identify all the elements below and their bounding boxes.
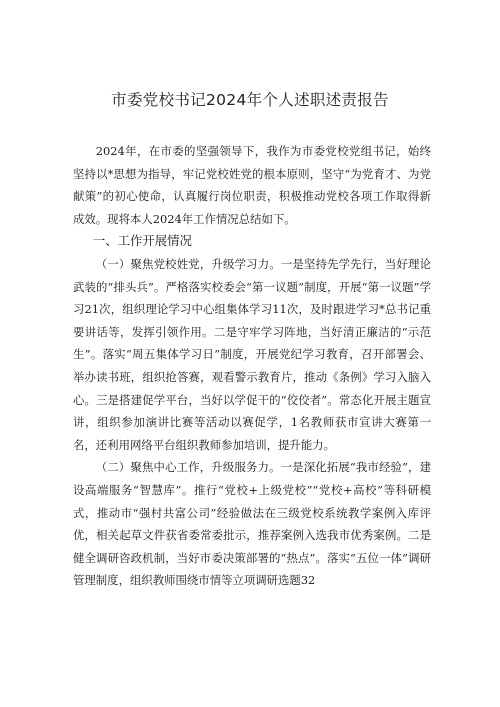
paragraph-study: （一）聚焦党校姓党，升级学习力。一是坚持先学先行，当好理论武装的“排头兵”。严格落实校委会“第一议题”制度，开展“第一议题”学习21次，组织理论学习中心组集体学习11次，及时跟进学习*总书记重要讲话等，发挥引领作用。二是守牢学习阵地，当好清正廉洁的“示范生”。落实“周五集体学习日”制度，开展党纪学习教育，召开部署会、举办读书班，组织抢答赛，观看警示教育片，推动《条例》学习入脑入心。三是搭建促学平台，当好以学促干的“佼佼者”。常态化开展主题宣讲，组织参加演讲比赛等活动以赛促学，1名教师获市宣讲大赛第一名，还利用网络平台组织教师参加培训，提升能力。 [73,256,431,452]
document-body [73,140,431,592]
document-title: 市委党校书记2024年个人述职述责报告 [111,91,389,109]
intro-paragraph: 2024年，在市委的坚强领导下，我作为市委党校党组书记，始终坚持以*思想为指导，牢记党校姓党的根本原则，坚守“为党育才、为党献策”的初心使命，认真履行岗位职责，积极推动党校各项工作取得新成效。现将本人2024年工作情况总结如下。 [73,144,431,226]
section-heading: 一、工作开展情况 [92,233,192,249]
paragraph-service: （二）聚焦中心工作，升级服务力。一是深化拓展“我市经验”，建设高端服务“智慧库”。推行“党校+上级党校”“党校+高校”等科研模式，推动市“强村共富公司”经验做法在三级党校系统教学案例入库评优，相关起草文件获省委常委批示，推荐案例入选我市优秀案例。二是健全调研咨政机制，当好市委决策部署的“热点”。落实“五位一体”调研管理制度，组织教师围绕市情等立项调研选题32 [73,460,431,588]
